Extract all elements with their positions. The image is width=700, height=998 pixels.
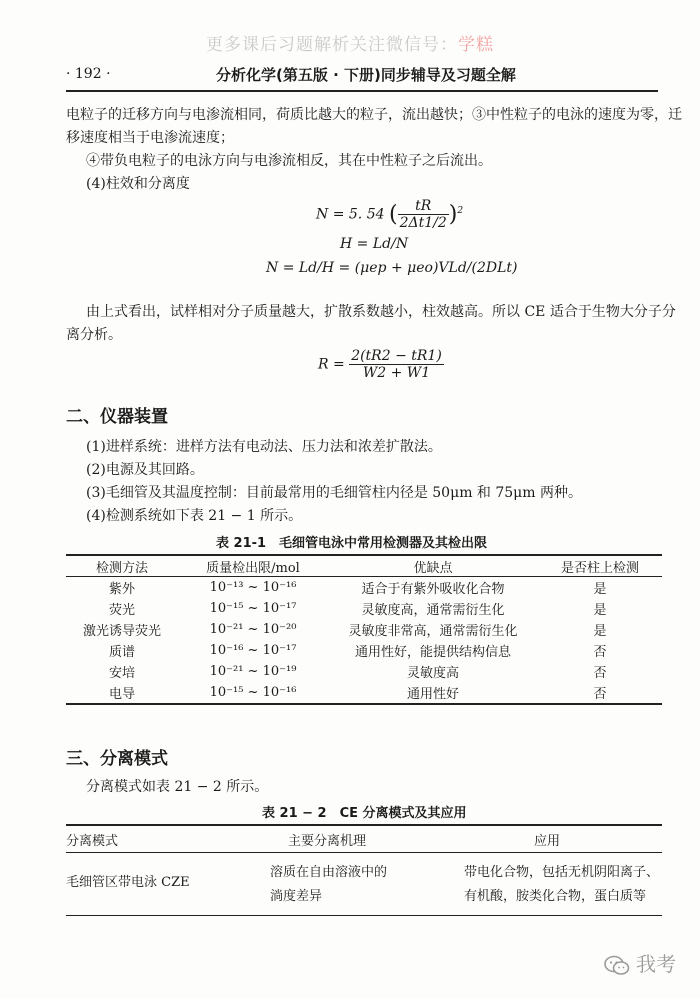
table-cell: 10⁻¹⁶ ~ 10⁻¹⁷	[209, 643, 297, 658]
table-cell: 质谱	[108, 645, 135, 660]
table-cell: 安培	[108, 666, 135, 681]
formula-1-denominator: 2Δt1/2	[399, 215, 447, 231]
application-line-1: 带电化合物，包括无机阴阳离子、	[464, 865, 660, 880]
table-row	[66, 682, 662, 704]
paragraph-5: 由上式看出，试样相对分子质量越大，扩散系数越小，柱效越高。所以 CE 适合于生物大分子分	[86, 304, 676, 320]
book-title: 分析化学(第五版 · 下册)同步辅导及习题全解	[216, 66, 516, 84]
mechanism-line-2: 淌度差异	[270, 889, 323, 904]
table-1-header-limit: 质量检出限/mol	[178, 555, 328, 577]
table-cell: 否	[593, 687, 607, 702]
table-cell: 否	[593, 666, 607, 681]
table-cell: 灵敏度非常高，通常需衍生化	[348, 624, 518, 639]
table-cell: 10⁻²¹ ~ 10⁻¹⁹	[209, 664, 297, 679]
formula-4-numerator: 2(tR2 − tR1)	[351, 348, 442, 364]
table-2-header-mechanism: 主要分离机理	[270, 825, 464, 853]
table-row	[66, 619, 662, 640]
table-cell: 通用性好，能提供结构信息	[354, 645, 511, 660]
formula-plate-height: H = Ld/N	[340, 236, 409, 252]
table-cell: 10⁻¹⁵ ~ 10⁻¹⁷	[209, 601, 297, 616]
section-2-item-1: (1)进样系统：进样方法有电动法、压力法和浓差扩散法。	[86, 439, 442, 455]
table-1-header-pros-cons: 优缺点	[328, 555, 538, 577]
paragraph-6: 离分析。	[66, 327, 122, 343]
table-row	[66, 853, 662, 916]
watermark-accent: 学糕	[458, 35, 494, 55]
formula-4-denominator: W2 + W1	[362, 365, 431, 381]
table-row	[66, 661, 662, 682]
table-cell: 灵敏度高，通常需衍生化	[361, 603, 505, 618]
table-cell: 适合于有紫外吸收化合物	[361, 582, 505, 597]
formula-1-fraction	[398, 198, 449, 231]
page-header	[66, 64, 658, 92]
wechat-icon	[604, 955, 630, 977]
table-cell: 10⁻¹³ ~ 10⁻¹⁶	[209, 580, 297, 595]
table-cell: 是	[593, 603, 607, 618]
section-2-heading: 二、仪器装置	[66, 407, 168, 427]
formula-1-exponent: 2	[457, 205, 464, 216]
paragraph-4: (4)柱效和分离度	[86, 176, 190, 192]
table-cell-mode: 毛细管区带电泳 CZE	[66, 875, 190, 890]
table-cell: 通用性好	[406, 687, 459, 702]
table-2-caption: 表 21 − 2 CE 分离模式及其应用	[262, 806, 467, 821]
section-3-heading: 三、分离模式	[66, 749, 168, 769]
mechanism-line-1: 溶质在自由溶液中的	[270, 865, 388, 880]
table-cell: 10⁻²¹ ~ 10⁻²⁰	[209, 622, 297, 637]
detector-table	[66, 554, 662, 705]
table-cell: 激光诱导荧光	[82, 624, 161, 639]
application-line-2: 有机酸，胺类化合物，蛋白质等	[464, 889, 647, 904]
table-cell: 电导	[108, 687, 135, 702]
table-2-header-row	[66, 825, 662, 853]
formula-resolution	[318, 348, 444, 381]
formula-4-fraction	[349, 348, 444, 381]
table-2-header-application: 应用	[464, 825, 662, 853]
separation-mode-table	[66, 824, 662, 916]
formula-4-lhs: R =	[318, 356, 345, 373]
paragraph-3: ④带负电粒子的电泳方向与电渗流相反，其在中性粒子之后流出。	[86, 153, 492, 169]
table-cell: 是	[593, 582, 607, 597]
wechat-logo	[604, 948, 676, 977]
paragraph-1: 电粒子的迁移方向与电渗流相同，荷质比越大的粒子，流出越快；③中性粒子的电泳的速度为零，迁	[66, 107, 682, 123]
page-number: · 192 ·	[66, 66, 111, 82]
section-2-item-3: (3)毛细管及其温度控制：目前最常用的毛细管柱内径是 50μm 和 75μm 两种。	[86, 485, 583, 501]
table-cell: 10⁻¹⁵ ~ 10⁻¹⁶	[209, 685, 297, 700]
table-cell: 荧光	[108, 603, 135, 618]
watermark	[0, 30, 700, 55]
formula-1-numerator: tR	[398, 198, 449, 215]
formula-column-efficiency: N = 5. 54 ( $\frac{tR}{2\Delta t1/2}$ )$^2$	[316, 198, 464, 231]
table-cell: 是	[593, 624, 607, 639]
table-2-header-mode: 分离模式	[66, 825, 270, 853]
section-3-intro: 分离模式如表 21 − 2 所示。	[86, 779, 269, 795]
formula-plate-number: N = Ld/H = (μep + μeo)VLd/(2DLt)	[266, 260, 518, 276]
table-1-header-row	[66, 555, 662, 577]
table-cell-mechanism	[270, 853, 464, 916]
table-1-header-method: 检测方法	[66, 555, 178, 577]
table-row	[66, 640, 662, 661]
table-row	[66, 598, 662, 619]
formula-1-lhs: N = 5. 54	[316, 206, 385, 223]
section-2-item-2: (2)电源及其回路。	[86, 462, 204, 478]
wechat-account-name: 我考	[636, 952, 676, 976]
table-1-caption: 表 21-1 毛细管电泳中常用检测器及其检出限	[216, 536, 488, 551]
paragraph-2: 移速度相当于电渗流速度；	[66, 130, 234, 146]
table-cell: 灵敏度高	[406, 666, 459, 681]
watermark-text: 更多课后习题解析关注微信号：	[206, 35, 458, 55]
section-2-item-4: (4)检测系统如下表 21 − 1 所示。	[86, 508, 303, 524]
table-cell: 否	[593, 645, 607, 660]
table-cell-application	[464, 853, 662, 916]
table-cell: 紫外	[108, 582, 135, 597]
table-row	[66, 577, 662, 599]
table-1-header-on-column: 是否柱上检测	[538, 555, 662, 577]
